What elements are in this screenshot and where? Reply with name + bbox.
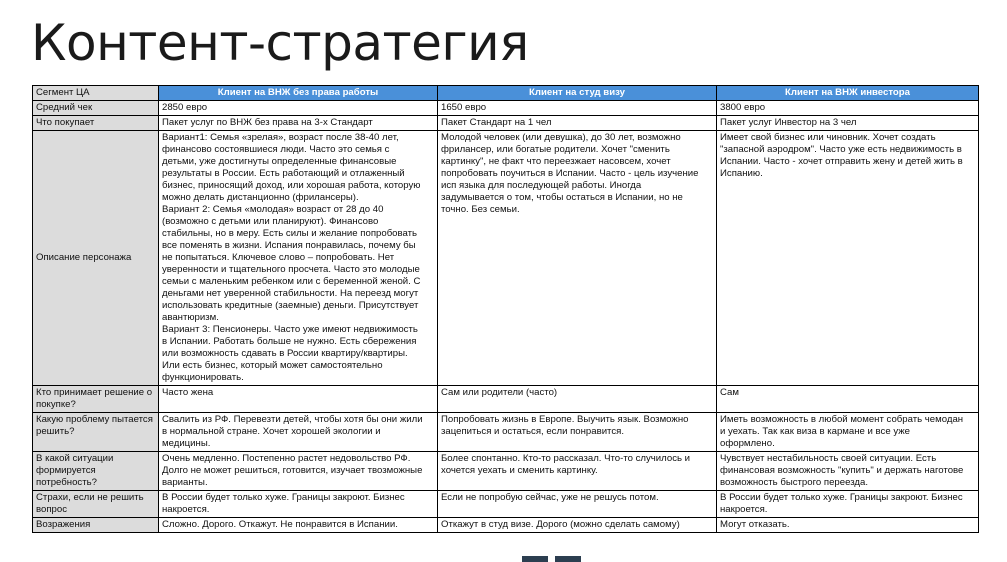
cell-text-line: фрилансер, или богатые родители. Хочет "сменить (441, 144, 670, 155)
table-body (33, 101, 979, 533)
cell-text-line: точно. Без семьи. (441, 204, 520, 215)
cell-text-line: Часто жена (162, 387, 214, 398)
cell-text-line: Более спонтанно. Кто-то рассказал. Что-то случилось и (441, 453, 691, 464)
cell-text-line: Сам или родители (часто) (441, 387, 558, 398)
cell-text-line: или возможность сдавать в России квартиру/квартиры. (162, 348, 408, 359)
row-label: Описание персонажа (33, 131, 159, 386)
cell-text-line: задумывается о том, чтобы остаться в Испании, но не (441, 192, 683, 203)
cell-text-line: семьи с маленьким ребенком или с беременной женой. С (162, 276, 421, 287)
pager-button-next[interactable] (555, 556, 581, 562)
table-cell (159, 491, 438, 518)
table-cell (717, 386, 979, 413)
cell-text-line: в нормальной стране. Хочет хорошей экологии и (162, 426, 381, 437)
table-cell (717, 116, 979, 131)
cell-text-line: исп языка для последующей работы. Иногда (441, 180, 642, 191)
pager-button-prev[interactable] (522, 556, 548, 562)
table-cell (717, 413, 979, 452)
table-cell (159, 386, 438, 413)
table-cell (438, 518, 717, 533)
table-cell (438, 491, 717, 518)
table-row (33, 452, 979, 491)
cell-text-line: Пакет услуг Инвестор на 3 чел (720, 117, 857, 128)
table-cell (159, 452, 438, 491)
table-cell (438, 413, 717, 452)
cell-text-line: Попробовать жизнь в Европе. Выучить язык. Возможно (441, 414, 689, 425)
column-header: Клиент на ВНЖ инвестора (717, 86, 979, 101)
row-label: Возражения (33, 518, 159, 533)
table-cell (717, 491, 979, 518)
row-label: В какой ситуации формируется потребность? (33, 452, 159, 491)
cell-text-line: медицины. (162, 438, 211, 449)
cell-text-line: в Испании. Работать больше не нужно. Есть сбережения (162, 336, 417, 347)
table-cell (438, 131, 717, 386)
table-cell (717, 131, 979, 386)
cell-text-line: Сам (720, 387, 739, 398)
cell-text-line: Чувствует нестабильность своей ситуации. Есть (720, 453, 937, 464)
cell-text-line: Сложно. Дорого. Откажут. Не понравится в Испании. (162, 519, 398, 530)
table-row (33, 491, 979, 518)
table-row (33, 518, 979, 533)
cell-text-line: В России будет только хуже. Границы закроют. Бизнес (720, 492, 963, 503)
cell-text-line: возможность быстрого переезда. (720, 477, 868, 488)
cell-text-line: "запасной аэродром". Часто уже есть недвижимость в (720, 144, 962, 155)
row-label: Что покупает (33, 116, 159, 131)
cell-text-line: Вариант 2: Семья «молодая» возраст от 28 до 40 (162, 204, 384, 215)
cell-text-line: Очень медленно. Постепенно растет недовольство РФ. (162, 453, 411, 464)
table-row (33, 101, 979, 116)
cell-text-line: результаты в России. Есть работающий и отлаженный (162, 168, 405, 179)
table-row (33, 386, 979, 413)
cell-text-line: 3800 евро (720, 102, 766, 113)
row-label: Какую проблему пытается решить? (33, 413, 159, 452)
cell-text-line: варианты. (162, 477, 208, 488)
cell-text-line: В России будет только хуже. Границы закроют. Бизнес (162, 492, 405, 503)
column-header: Клиент на студ визу (438, 86, 717, 101)
cell-text-line: бизнес, приносящий доход, или хорошая работа, которую (162, 180, 421, 191)
cell-text-line: Вариант 3: Пенсионеры. Часто уже имеют недвижимость (162, 324, 418, 335)
table-cell (159, 518, 438, 533)
row-label: Кто принимает решение о покупке? (33, 386, 159, 413)
corner-header: Сегмент ЦА (33, 86, 159, 101)
table-cell (717, 101, 979, 116)
table-cell (159, 131, 438, 386)
row-label: Страхи, если не решить вопрос (33, 491, 159, 518)
table-cell (717, 452, 979, 491)
cell-text-line: детьми, уже достигнуты определенные финансовые (162, 156, 397, 167)
cell-text-line: попробовать поучиться в Испании. Часто - цель изучение (441, 168, 699, 179)
cell-text-line: 1650 евро (441, 102, 487, 113)
cell-text-line: не попытаться. Ключевое слово – попробовать. Нет (162, 252, 395, 263)
cell-text-line: зацепиться и остаться, если понравится. (441, 426, 624, 437)
page-title: Контент-стратегия (31, 14, 529, 72)
cell-text-line: Испанию. (720, 168, 763, 179)
cell-text-line: использовать кредитные (заемные) деньги. Присутствует (162, 300, 419, 311)
cell-text-line: 2850 евро (162, 102, 208, 113)
column-header: Клиент на ВНЖ без права работы (159, 86, 438, 101)
table-cell (159, 116, 438, 131)
cell-text-line: финансово состоявшиеся люди. Часто это семья с (162, 144, 390, 155)
cell-text-line: авантюризм. (162, 312, 219, 323)
table-cell (159, 413, 438, 452)
cell-text-line: Свалить из РФ. Перевезти детей, чтобы хотя бы они жили (162, 414, 423, 425)
cell-text-line: Могут отказать. (720, 519, 790, 530)
table-row (33, 116, 979, 131)
cell-text-line: финансовая возможность "купить" и держать наготове (720, 465, 964, 476)
table-cell (159, 101, 438, 116)
table-header-row (33, 86, 979, 101)
row-label: Средний чек (33, 101, 159, 116)
cell-text-line: Пакет Стандарт на 1 чел (441, 117, 552, 128)
cell-text-line: все поменять в жизни. Испания понравилась, почему бы (162, 240, 416, 251)
cell-text-line: Пакет услуг по ВНЖ без права на 3-х Стандарт (162, 117, 373, 128)
cell-text-line: уверенности и тщательного просчета. Часто это молодые (162, 264, 420, 275)
table-row (33, 413, 979, 452)
table-cell (438, 116, 717, 131)
cell-text-line: можно делать дистанционно (фрилансеры). (162, 192, 359, 203)
cell-text-line: Имеет свой бизнес или чиновник. Хочет создать (720, 132, 936, 143)
cell-text-line: картинку", не факт что переезжает насовсем, хочет (441, 156, 671, 167)
cell-text-line: Откажут в студ визе. Дорого (можно сделать самому) (441, 519, 680, 530)
cell-text-line: и уехать. Так как виза в кармане и все уже (720, 426, 911, 437)
cell-text-line: деньгами нет уверенной стабильности. На переезд могут (162, 288, 419, 299)
cell-text-line: Иметь возможность в любой момент собрать чемодан (720, 414, 964, 425)
table-cell (438, 452, 717, 491)
cell-text-line: Или есть бизнес, который может самостоятельно (162, 360, 383, 371)
cell-text-line: хочется уехать и сменить картинку. (441, 465, 598, 476)
cell-text-line: (возможно с детьми или планируют). Финансово (162, 216, 379, 227)
cell-text-line: Молодой человек (или девушка), до 30 лет, возможно (441, 132, 681, 143)
cell-text-line: Вариант1: Семья «зрелая», возраст после 38-40 лет, (162, 132, 399, 143)
cell-text-line: накроется. (720, 504, 768, 515)
cell-text-line: оформлено. (720, 438, 775, 449)
cell-text-line: накроется. (162, 504, 210, 515)
segment-table (32, 85, 979, 533)
cell-text-line: Долго не может решиться, готовится, изучает твозможные (162, 465, 423, 476)
table-cell (438, 386, 717, 413)
cell-text-line: Если не попробую сейчас, уже не решусь потом. (441, 492, 659, 503)
table-cell (717, 518, 979, 533)
cell-text-line: функционировать. (162, 372, 244, 383)
cell-text-line: стабильны, но в меру. Есть силы и желание попробовать (162, 228, 418, 239)
table-row (33, 131, 979, 386)
table-cell (438, 101, 717, 116)
cell-text-line: Испании. Часто - хочет отправить жену и детей жить в (720, 156, 963, 167)
